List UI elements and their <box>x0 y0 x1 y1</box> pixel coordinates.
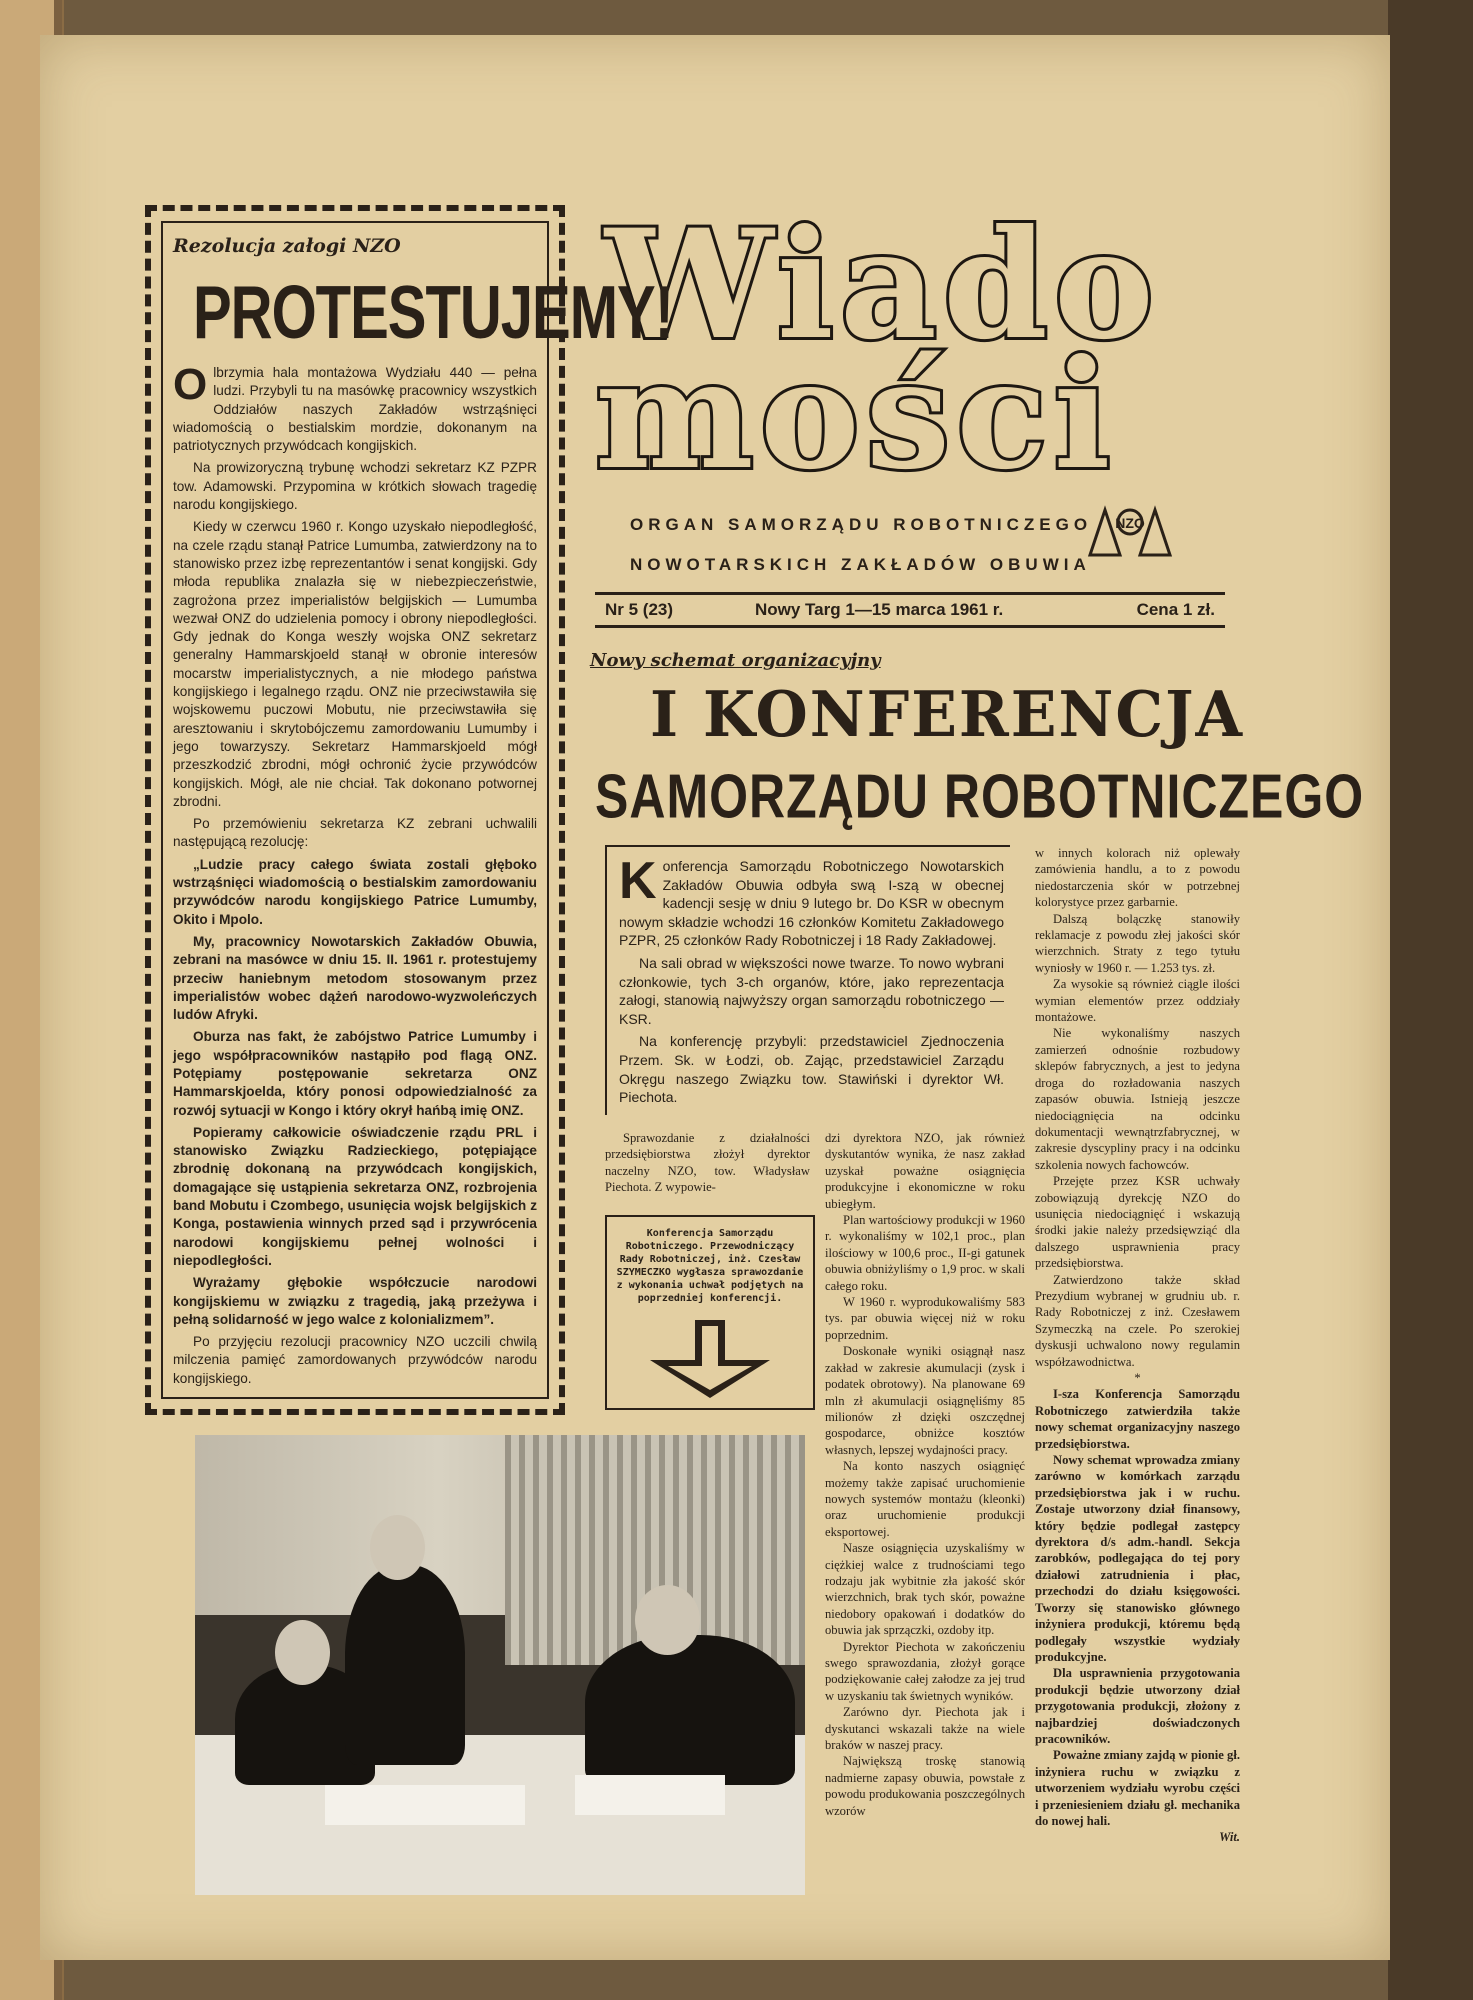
resolution-kicker: Rezolucja załogi NZO <box>173 235 401 257</box>
resolution-body: Olbrzymia hala montażowa Wydziału 440 — pełna ludzi. Przybyli tu na masówkę pracownicy wszystkich Oddziałów naszych Zakładów wstrząśnięci wiadomością o bestialskim mordzie, dokonanym na patriotycznych przywódcach kongijskich. Na prowizoryczną trybunę wchodzi sekretarz KZ PZPR tow. Adamowski. Przypomina w krótkich słowach tragedię narodu kongijskiego. Kiedy w czerwcu 1960 r. Kongo uzyskało niepodległość, na czele rządu stanął Patrice Lumumba, zatwierdzony na to stanowisko przez izbę reprezentantów i senat kongijski. Gdy młoda republika znalazła się w niebezpieczeństwie, zagrożona przez imperialistów belgijskich — Lumumba wezwał ONZ do udzielenia pomocy i obrony niepodległości. Gdy jednak do Konga weszły wojska ONZ sekretarz generalny Hammarskjoeld stanął w obronie interesów mocarstw imperialistycznych, a nie młodego państwa kongijskiego i legalnego rządu. ONZ nie przeciwstawiła się wojskowemu puczowi Mobutu, nie przeciwstawiła się aresztowaniu i skrytobójczemu zamordowaniu Lumumby i jego towarzyszy. Sekretarz Hammarskjoeld mógł przeszkodzić zbrodni, mógł ochronić życie przywódców kongijskich. Mógł, ale nie chciał. Tak dokonano potwornej zbrodni. Po przemówieniu sekretarza KZ zebrani uchwalili następującą rezolucję: „Ludzie pracy całego świata zostali głęboko wstrząśnięci wiadomością o bestialskim zamordowaniu przywódców narodu kongijskiego Patrice Lumumby, Okito i Mpolo. My, pracownicy Nowotarskich Zakładów Obuwia, zebrani na masówce w dniu 15. II. 1961 r. protestujemy przeciw haniebnym metodom stosowanym przez imperialistów wobec dążeń narodowo-wyzwoleńczych ludów Afryki. Oburza nas fakt, że zabójstwo Patrice Lumumby i jego współpracowników nastąpiło pod flagą ONZ. Potępiamy postępowanie sekretarza ONZ Hammarskjoelda, który ponosi odpowiedzialność za rozwój sytuacji w Kongo i który okrył hańbą imię ONZ. Popieramy całkowicie oświadczenie rządu PRL i stanowisko Związku Radzieckiego, potępiające zbrodnię dokonaną na przywódcach kongijskich, domagające się ustąpienia sekretarza ONZ, rozbrojenia band Mobutu i Czombego, usunięcia wojsk belgijskich z Konga, postawienia winnych przed sąd i przywrócenia narodowi kongijskiemu pełnej wolności i niepodległości. Wyrażamy głębokie współczucie narodowi kongijskiemu w związku z tragedią, jaką przeżywa i pełną solidarność w jego walce z kolonializmem”. Po przyjęciu rezolucji pracownicy NZO uczcili chwilą milczenia pamięć zamordowanych przywódców narodu kongijskiego. <box>173 360 537 1386</box>
article-column-2: dzi dyrektora NZO, jak również dyskutantów wynika, że nasz zakład uzyskał poważne osiągnięcia produkcyjne i ekonomiczne w roku ubiegłym. Plan wartościowy produkcji w 1960 r. wykonaliśmy w 102,1 proc., plan ilościowy w 100,6 proc., II-gi gatunek obuwia obniżyliśmy o 1,9 proc. w skali całego roku. W 1960 r. wyprodukowaliśmy 583 tys. par obuwia więcej niż w roku poprzednim. Doskonałe wyniki osiągnął nasz zakład w zakresie akumulacji (zysk i podatek obrotowy). Na planowane 69 mln zł akumulacji osiągnęliśmy 85 milionów zł dzięki oszczędnej gospodarce, obniżce kosztów własnych, lepszej wydajności pracy. Na konto naszych osiągnięć możemy także zapisać uruchomienie nowych systemów montażu (kleonki) oraz uruchomienie produkcji eksportowej. Nasze osiągnięcia uzyskaliśmy w ciężkiej walce z trudnościami tego rodzaju jak wybitnie zła jakość skór wierzchnich, brak tych skór, poważne niedobory opakowań i dodatków do obuwia jak sprzączki, ozdoby itp. Dyrektor Piechota w zakończeniu swego sprawozdania, złożył gorące podziękowanie całej załodze za jej trud w uzyskaniu tak świetnych wyników. Zarówno dyr. Piechota jak i dyskutanci wskazali także na wiele braków w naszej pracy. Największą troskę stanowią nadmierne zapasy obuwia, powstałe z powodu produkowania poszczególnych wzorów <box>825 1131 1025 1818</box>
main-headline-line2: SAMORZĄDU ROBOTNICZEGO <box>595 761 1365 832</box>
lead-dropcap: K <box>619 852 657 910</box>
nzo-logo-text: NZO <box>1115 515 1145 531</box>
conference-photo <box>195 1435 805 1895</box>
background-edge <box>1388 0 1473 2000</box>
masthead <box>595 197 1225 503</box>
main-headline-line1: I KONFERENCJA <box>650 678 1245 752</box>
photo-caption: Konferencja Samorządu Robotniczego. Przewodniczący Rady Robotniczej, inż. Czesław SZYMECZKO wygłasza sprawozdanie z wykonania uchwał podjętych na poprzedniej konferencji. <box>616 1228 804 1304</box>
masthead-subtitle <box>630 505 1092 585</box>
resolution-dropcap: O <box>173 360 208 409</box>
main-kicker: Nowy schemat organizacyjny <box>590 650 881 671</box>
section-star: * <box>1134 1371 1141 1385</box>
issue-date: Nowy Targ 1—15 marca 1961 r. <box>755 600 1004 619</box>
org-line1: ORGAN SAMORZĄDU ROBOTNICZEGO <box>630 515 1093 534</box>
lead-paragraphs: Konferencja Samorządu Robotniczego Nowotarskich Zakładów Obuwia odbyła swą I-szą w obecnej kadencji sesję w dniu 9 lutego br. Do KSR w obecnym nowym składzie wchodzi 16 członków Komitetu Zakładowego PZPR, 25 członków Rady Robotniczej i 18 Rady Zakładowej. Na sali obrad w większości nowe twarze. To nowo wybrani członkowie, tych 3-ch organów, które, jako reprezentacja załogi, stanowią najwyższy organ samorządu robotniczego — KSR. Na konferencję przybyli: przedstawiciel Zjednoczenia Przem. Sk. w Łodzi, ob. Zając, przedstawiciel Zarządu Okręgu naszego Związku tow. Stawiński i dyrektor Wł. Piechota. <box>605 845 1010 1115</box>
article-column-3: w innych kolorach niż oplewały zamówienia handlu, a to z powodu niedostarczenia skór w potrzebnej kolorystyce przez garbarnie. Dalszą bolączkę stanowiły reklamacje z powodu złej jakości skór wierzchnich. Straty z tego tytułu wyniosły w 1960 r. — 1.253 tys. zł. Za wysokie są również ciągle ilości wymian elementów przez oddziały montażowe. Nie wykonaliśmy naszych zamierzeń odnośnie rozbudowy sklepów fabrycznych, a jest to jedyna droga do rozładowania naszych zapasów obuwia. Istnieją jeszcze niedociągnięcia na odcinku dokumentacji wewnątrzfabrycznej, w zakresie dyscypliny pracy i na odcinku szkolenia nowych fachowców. Przejęte przez KSR uchwały zobowiązują dyrekcję NZO do usunięcia niedociągnięć i wskazują środki jakie należy przedsięwziąć dla dalszego usprawnienia pracy przedsiębiorstwa. Zatwierdzono także skład Prezydium wybranej w grudniu ub. r. Rady Robotniczej z inż. Czesławem Szymeczką na czele. Po szerokiej dyskusji uchwalono nowy regulamin współzawodnictwa. * I-sza Konferencja Samorządu Robotniczego zatwierdziła także nowy schemat organizacyjny naszego przedsiębiorstwa. Nowy schemat wprowadza zmiany zarówno w komórkach zarządu przedsiębiorstwa jak i w ruchu. Zostaje utworzony dział finansowy, który będzie podlegał zastępcy dyrektora d/s adm.-handl. Sekcja zarobków, podlegająca do tej pory działowi zatrudnienia i płac, przechodzi do działu księgowości. Tworzy się stanowisko głównego inżyniera produkcji, któremu będą podlegały wszystkie wydziały produkcyjne. Dla usprawnienia przygotowania produkcji będzie utworzony dział przygotowania produkcji, złożony z najbardziej doświadczonych pracowników. Poważne zmiany zajdą w pionie gł. inżyniera ruchu w związku z utworzeniem wydziału wyrobu części i przeniesieniem działu gł. mechanika do nowej hali. Wit. <box>1035 846 1240 1845</box>
issue-price: Cena 1 zł. <box>1136 600 1215 619</box>
article-column-1: Sprawozdanie z działalności przedsiębiorstwa złożył dyrektor naczelny NZO, tow. Władysław Piechota. Z wypowie- <box>605 1131 810 1195</box>
issue-line <box>595 592 1225 628</box>
down-arrow-icon <box>640 1320 780 1400</box>
author-signature: Wit. <box>1219 1830 1240 1845</box>
resolution-title: PROTESTUJEMY! <box>193 270 674 355</box>
nzo-logo-icon <box>1085 500 1175 560</box>
issue-number: Nr 5 (23) <box>605 600 674 619</box>
masthead-logo-line2: mości <box>595 327 1117 503</box>
org-line2: NOWOTARSKICH ZAKŁADÓW OBUWIA <box>630 555 1091 574</box>
masthead-logo-line1: Wiado <box>605 197 1160 373</box>
